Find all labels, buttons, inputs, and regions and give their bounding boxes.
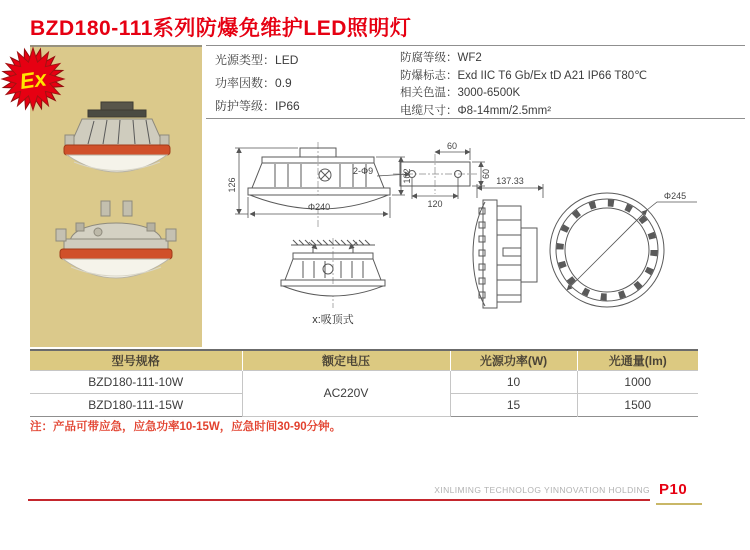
dim-side-body-height: 102 <box>402 168 412 184</box>
dim-side-height: 126 <box>227 177 237 193</box>
cell-power-2: 15 <box>450 393 577 416</box>
drawing-side-view <box>227 142 412 228</box>
spec-ip-rating: 防护等级：IP66 <box>215 99 300 113</box>
emergency-note: 注：产品可带应急，应急功率10-15W，应急时间30-90分钟。 <box>30 421 342 433</box>
spec-light-source: 光源类型：LED <box>215 53 299 67</box>
spec-divider-top <box>206 45 745 46</box>
cell-power-1: 10 <box>450 370 577 393</box>
dim-plate-height: 60 <box>481 168 491 180</box>
model-spec-table <box>30 349 698 417</box>
footer-company-name: XINLIMING TECHNOLOG YINNOVATION HOLDING <box>434 485 650 495</box>
page-title: BZD180-111系列防爆免维护LED照明灯 <box>30 17 412 40</box>
spec-list-right <box>400 50 647 120</box>
spec-power-factor: 功率因数：0.9 <box>215 76 292 90</box>
cell-model-2: BZD180-111-15W <box>30 393 242 416</box>
drawing-profile-view <box>473 176 543 308</box>
cell-voltage: AC220V <box>242 370 450 416</box>
spec-list-left <box>215 49 300 118</box>
ex-certification-badge <box>0 46 66 112</box>
page-number: P10 <box>659 481 688 498</box>
product-photo-top <box>52 99 182 191</box>
table-row <box>30 370 698 393</box>
spec-cable-size: 电缆尺寸：Φ8-14mm/2.5mm² <box>400 104 552 117</box>
dim-plate-width: 120 <box>427 199 443 209</box>
dim-ring-diameter: Φ245 <box>663 191 687 201</box>
dim-side-diameter: Φ240 <box>307 202 331 212</box>
ceiling-mount-label: x:吸顶式 <box>312 314 354 326</box>
cell-flux-1: 1000 <box>577 370 698 393</box>
header-flux: 光通量(lm) <box>577 350 698 370</box>
spec-corrosion-grade: 防腐等级：WF2 <box>400 52 482 64</box>
spec-color-temp: 相关色温：3000-6500K <box>400 87 521 99</box>
ex-badge-label: Ex <box>18 65 48 94</box>
technical-drawings <box>205 130 750 345</box>
footer-rule <box>28 499 650 501</box>
dim-plate-holes: 2-Φ9 <box>353 166 374 176</box>
product-photo-bottom <box>46 199 186 303</box>
table-header-row <box>30 350 698 370</box>
spec-ex-marking: 防爆标志：Exd IIC T6 Gb/Ex tD A21 IP66 T80℃ <box>400 69 648 82</box>
cell-flux-2: 1500 <box>577 393 698 416</box>
dim-plate-offset: 60 <box>446 141 458 151</box>
page-number-underline <box>656 503 702 505</box>
drawing-front-ring-view <box>550 191 697 307</box>
header-model: 型号规格 <box>30 350 242 370</box>
header-voltage: 额定电压 <box>242 350 450 370</box>
drawing-ceiling-mount <box>281 238 385 326</box>
header-power: 光源功率(W) <box>450 350 577 370</box>
cell-model-1: BZD180-111-10W <box>30 370 242 393</box>
dim-profile-depth: 137.33 <box>496 176 524 186</box>
